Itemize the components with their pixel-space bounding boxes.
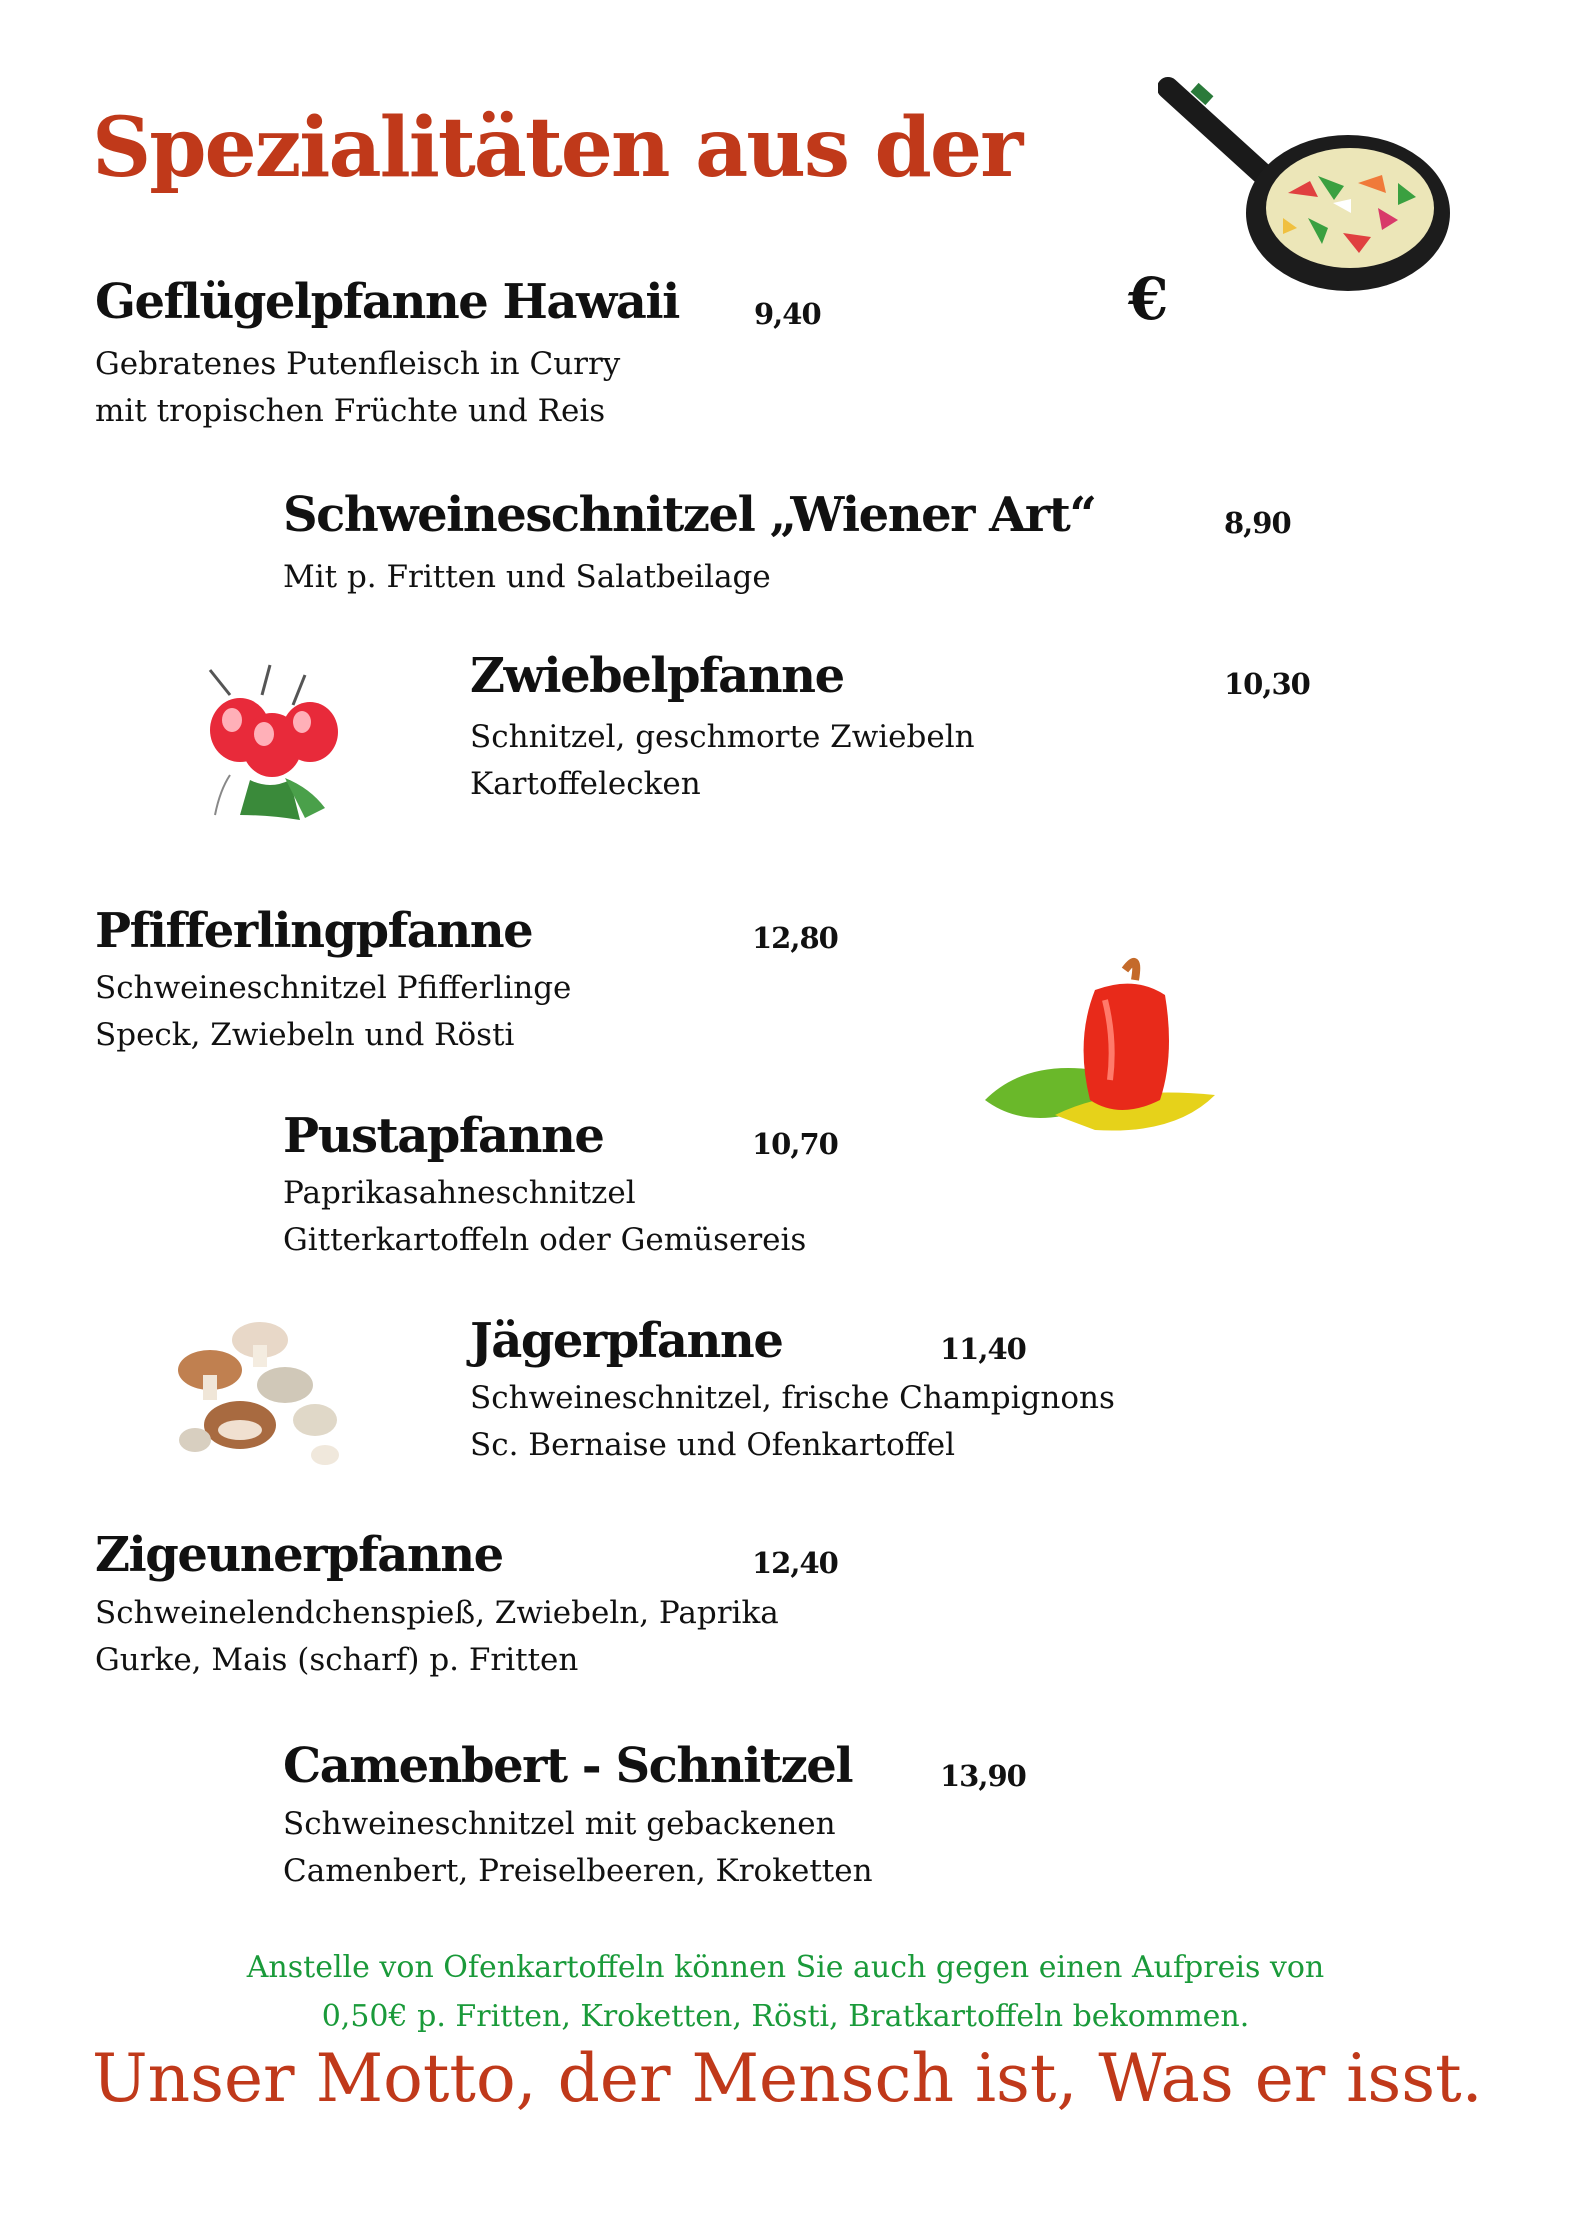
menu-item-description: Schnitzel, geschmorte Zwiebeln <box>470 719 975 755</box>
menu-item-name: Camenbert - Schnitzel <box>283 1738 853 1794</box>
radish-icon <box>190 660 370 830</box>
frying-pan-icon <box>1158 68 1458 298</box>
menu-item-price: 10,30 <box>1224 667 1310 701</box>
menu-item-price: 11,40 <box>940 1332 1026 1366</box>
side-dish-note: 0,50€ p. Fritten, Kroketten, Rösti, Bratkartoffeln bekommen. <box>321 1999 1250 2034</box>
pepper-icon <box>975 950 1235 1140</box>
menu-item-name: Jägerpfanne <box>470 1313 783 1369</box>
menu-item-description: mit tropischen Früchte und Reis <box>95 393 606 429</box>
menu-item-name: Schweineschnitzel „Wiener Art“ <box>283 487 1096 543</box>
menu-item-name: Zwiebelpfanne <box>470 648 844 704</box>
menu-item-description: Gitterkartoffeln oder Gemüsereis <box>283 1222 807 1258</box>
page-title: Spezialitäten aus der <box>92 100 1022 196</box>
menu-item-description: Gebratenes Putenfleisch in Curry <box>95 346 621 382</box>
menu-item-name: Zigeunerpfanne <box>95 1527 503 1583</box>
menu-item-price: 13,90 <box>940 1759 1026 1793</box>
menu-item-price: 8,90 <box>1224 506 1291 540</box>
menu-item-description: Kartoffelecken <box>470 766 701 802</box>
menu-item-name: Geflügelpfanne Hawaii <box>95 274 679 330</box>
menu-item-description: Sc. Bernaise und Ofenkartoffel <box>470 1427 956 1463</box>
motto: Unser Motto, der Mensch ist, Was er isst. <box>92 2040 1483 2117</box>
menu-item-price: 12,80 <box>752 921 838 955</box>
currency-symbol: € <box>1128 265 1169 333</box>
menu-item-description: Schweineschnitzel, frische Champignons <box>470 1380 1115 1416</box>
mushroom-icon <box>165 1310 355 1480</box>
menu-item-description: Schweineschnitzel Pfifferlinge <box>95 970 572 1006</box>
menu-item-description: Mit p. Fritten und Salatbeilage <box>283 559 771 595</box>
menu-item-description: Schweineschnitzel mit gebackenen <box>283 1806 836 1842</box>
menu-item-name: Pfifferlingpfanne <box>95 903 533 959</box>
menu-item-description: Gurke, Mais (scharf) p. Fritten <box>95 1642 579 1678</box>
menu-item-description: Speck, Zwiebeln und Rösti <box>95 1017 515 1053</box>
menu-item-price: 10,70 <box>752 1127 838 1161</box>
menu-item-description: Paprikasahneschnitzel <box>283 1175 636 1211</box>
menu-item-price: 12,40 <box>752 1546 838 1580</box>
menu-item-name: Pustapfanne <box>283 1108 604 1164</box>
menu-item-description: Schweinelendchenspieß, Zwiebeln, Paprika <box>95 1595 779 1631</box>
menu-item-price: 9,40 <box>754 297 821 331</box>
side-dish-note: Anstelle von Ofenkartoffeln können Sie auch gegen einen Aufpreis von <box>246 1950 1325 1985</box>
menu-item-description: Camenbert, Preiselbeeren, Kroketten <box>283 1853 873 1889</box>
